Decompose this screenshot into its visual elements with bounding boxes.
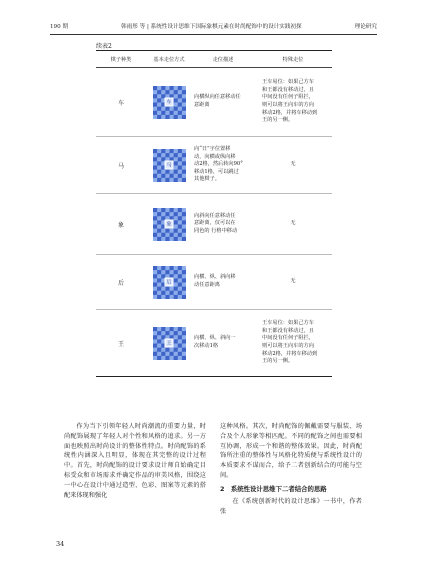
running-title: 韩雨彤 等 | 系统性设计思维下国际象棋元素在时尚配饰中的设计实践初探 [121,24,302,30]
chess-piece-icon: 王 [166,340,172,347]
move-description [192,213,254,236]
description-line: 动2格，然后转向90° [194,161,243,168]
chess-piece-icon: 车 [166,99,172,106]
body-paragraph: 这种风格。其次，时尚配饰的佩戴需要与服装、场合及个人形象等相匹配。不同的配饰之间也需要相互协调，形成一个和谐的整体效果。因此，时尚配饰所注重的整体性与风格化特质便与系统性设计的本质要求不谋而合，给予二者创新结合的可能与空间。 [220,423,362,479]
special-move-line: 和王都没有移动过，且 [262,86,314,93]
issue-number: 190 期 [50,24,69,30]
special-move [254,278,332,286]
piece-name: 马 [117,162,124,170]
board-diagram-cell [146,86,192,119]
board-diagram-cell [146,149,192,182]
move-description [192,94,254,109]
table-body [96,68,332,376]
body-column-right [220,422,362,516]
piece-name: 后 [117,279,124,287]
special-move [254,220,332,228]
header-rule [50,34,377,35]
special-move-line: 王车易位：如果己方车 [262,79,314,86]
description-line: 动，向横或纵向移 [194,153,236,160]
description-line: 向横、纵、斜向移 [194,274,236,281]
special-move-line: 无 [290,278,296,285]
move-description [192,335,254,350]
description-line: 移动1格，可以跳过 [194,168,239,175]
special-move-line: 无 [290,161,296,168]
board-diagram-cell [146,208,192,241]
body-paragraph: 作为当下引领年轻人时尚潮流的重要力量，时尚配饰展现了年轻人对个性和风格的追求。另一方面也映照出时尚设计的整体性特点。时尚配饰的系统性内涵深入且明显，体现在其完整的设计过程中。首先，时尚配饰的设计要求设计师自始确定目标受众和市场需求并确定作品的审美风格，围绕这一中心在设计中通过造型、色彩、图案等元素的搭配来体现和强化 [64,423,206,499]
special-move-line: 王的另一侧。 [262,358,294,365]
chess-piece-icon: 后 [166,279,172,286]
special-move-line: 中间没有任何子阻拦， [262,94,314,101]
move-description [192,274,254,289]
special-move [254,161,332,169]
column-header-special-move: 特殊走位 [282,56,304,63]
description-line: 动任意距离 [194,282,220,288]
description-line: 向斜向任意移动任 [194,212,236,219]
description-line: 其他棋子。 [194,176,220,183]
chessboard-move-diagram [153,327,186,360]
description-line: 意距离，仅可以在 [194,220,236,227]
piece-name: 车 [117,99,124,107]
table-row [96,255,332,309]
chessboard-move-diagram [153,266,186,299]
special-move-line: 中间没有任何子阻拦， [262,335,314,342]
piece-name: 象 [117,221,124,229]
body-column-left [64,422,206,500]
chess-piece-icon: 象 [166,221,172,228]
special-move-line: 移动2格，并将车移动到 [262,350,318,357]
table-bottom-rule [96,376,332,377]
table-row [96,137,332,193]
description-line: 向“日”字位置移 [194,146,231,153]
special-move-line: 和王都没有移动过，且 [262,327,314,334]
table-row [96,310,332,376]
description-line: 意距离 [194,102,210,108]
chess-piece-icon: 马 [166,162,172,169]
move-description [192,146,254,184]
page-number: 34 [56,540,65,548]
running-header [50,20,377,32]
special-move-line: 则可以将王向车的方向 [262,102,314,108]
body-paragraph: 在《系统创新时代的设计思维》一书中，作者张 [220,497,362,515]
table-row [96,68,332,136]
column-header-piece: 棋子种类 [110,56,132,63]
chessboard-move-diagram [153,149,186,182]
section-label: 理论研究 [354,24,377,30]
special-move-line: 无 [290,220,296,227]
special-move-line: 王的另一侧。 [262,117,294,124]
chessboard-move-diagram [153,208,186,241]
description-line: 次移动1格 [194,343,219,349]
description-line: 向横、纵、斜向一 [194,335,236,342]
special-move-line: 王车易位：如果己方车 [262,320,314,327]
board-diagram-cell [146,327,192,360]
special-move-line: 移动2格，并将车移动到 [262,109,318,116]
special-move [254,320,332,365]
column-header-basic-move: 基本走位方式 [153,56,185,63]
special-move-line: 则可以将王向车的方向 [262,343,314,349]
table-header-row [96,51,332,67]
description-line: 向横纵向任意移动任 [194,94,241,101]
table-caption: 续表2 [96,43,112,50]
description-line: 同色的 行格中移动 [194,227,238,234]
chess-movement-table [96,50,332,377]
chessboard-move-diagram [153,86,186,119]
special-move [254,79,332,124]
table-row [96,194,332,254]
section-heading: 2 系统性设计思维下二者结合的思路 [220,484,327,493]
piece-name: 王 [117,340,124,348]
column-header-move-description: 走位描述 [212,56,234,63]
board-diagram-cell [146,266,192,299]
